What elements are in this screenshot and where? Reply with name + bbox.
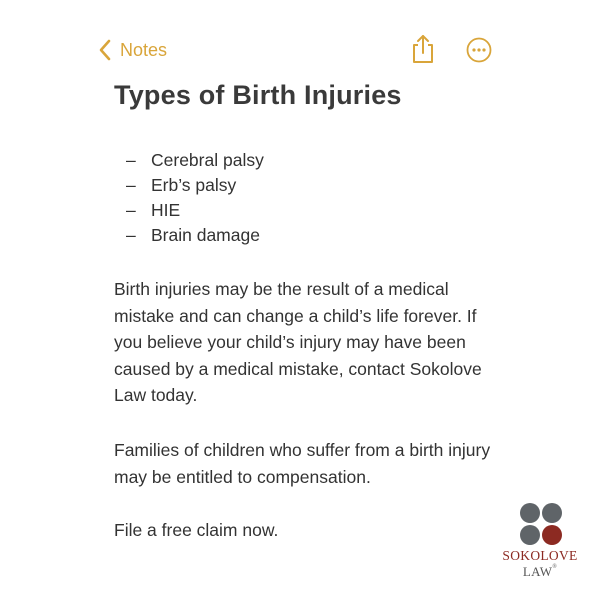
- back-to-notes-button[interactable]: [98, 37, 167, 63]
- more-options-button[interactable]: [466, 37, 492, 63]
- bullet-dash: –: [126, 175, 136, 195]
- list-item: [126, 223, 264, 248]
- bullet-dash: –: [126, 225, 136, 245]
- share-icon: [410, 34, 436, 64]
- ellipsis-circle-icon: [466, 37, 492, 63]
- logo-sub: [494, 564, 586, 580]
- chevron-left-icon: [98, 39, 112, 61]
- note-paragraph-compensation: Families of children who suffer from a birth injury may be entitled to compensation.: [114, 440, 491, 487]
- logo-registered-mark: ®: [552, 564, 558, 570]
- list-item-text: Brain damage: [151, 225, 260, 245]
- logo-name: SOKOLOVE: [502, 548, 578, 563]
- share-button[interactable]: [410, 34, 436, 64]
- list-item: [126, 148, 264, 173]
- list-item-text: Cerebral palsy: [151, 150, 264, 170]
- list-item: [126, 198, 264, 223]
- note-title: Types of Birth Injuries: [114, 80, 402, 110]
- logo-sub-text: LAW: [522, 564, 553, 579]
- bullet-dash: –: [126, 200, 136, 220]
- sokolove-law-logo: [494, 498, 586, 590]
- list-item-text: Erb’s palsy: [151, 175, 237, 195]
- back-label: Notes: [120, 39, 168, 60]
- note-paragraph-intro: Birth injuries may be the result of a medical mistake and can change a child’s life forever. If you believe your child’s injury may have been caused by a medical mistake, contact Sokolove Law today.: [114, 279, 482, 405]
- bullet-dash: –: [126, 150, 136, 170]
- list-item: [126, 173, 264, 198]
- logo-dots-icon: [519, 502, 563, 546]
- note-paragraph-claim: File a free claim now.: [114, 520, 279, 540]
- list-item-text: HIE: [151, 200, 181, 220]
- injury-types-list: [126, 148, 264, 248]
